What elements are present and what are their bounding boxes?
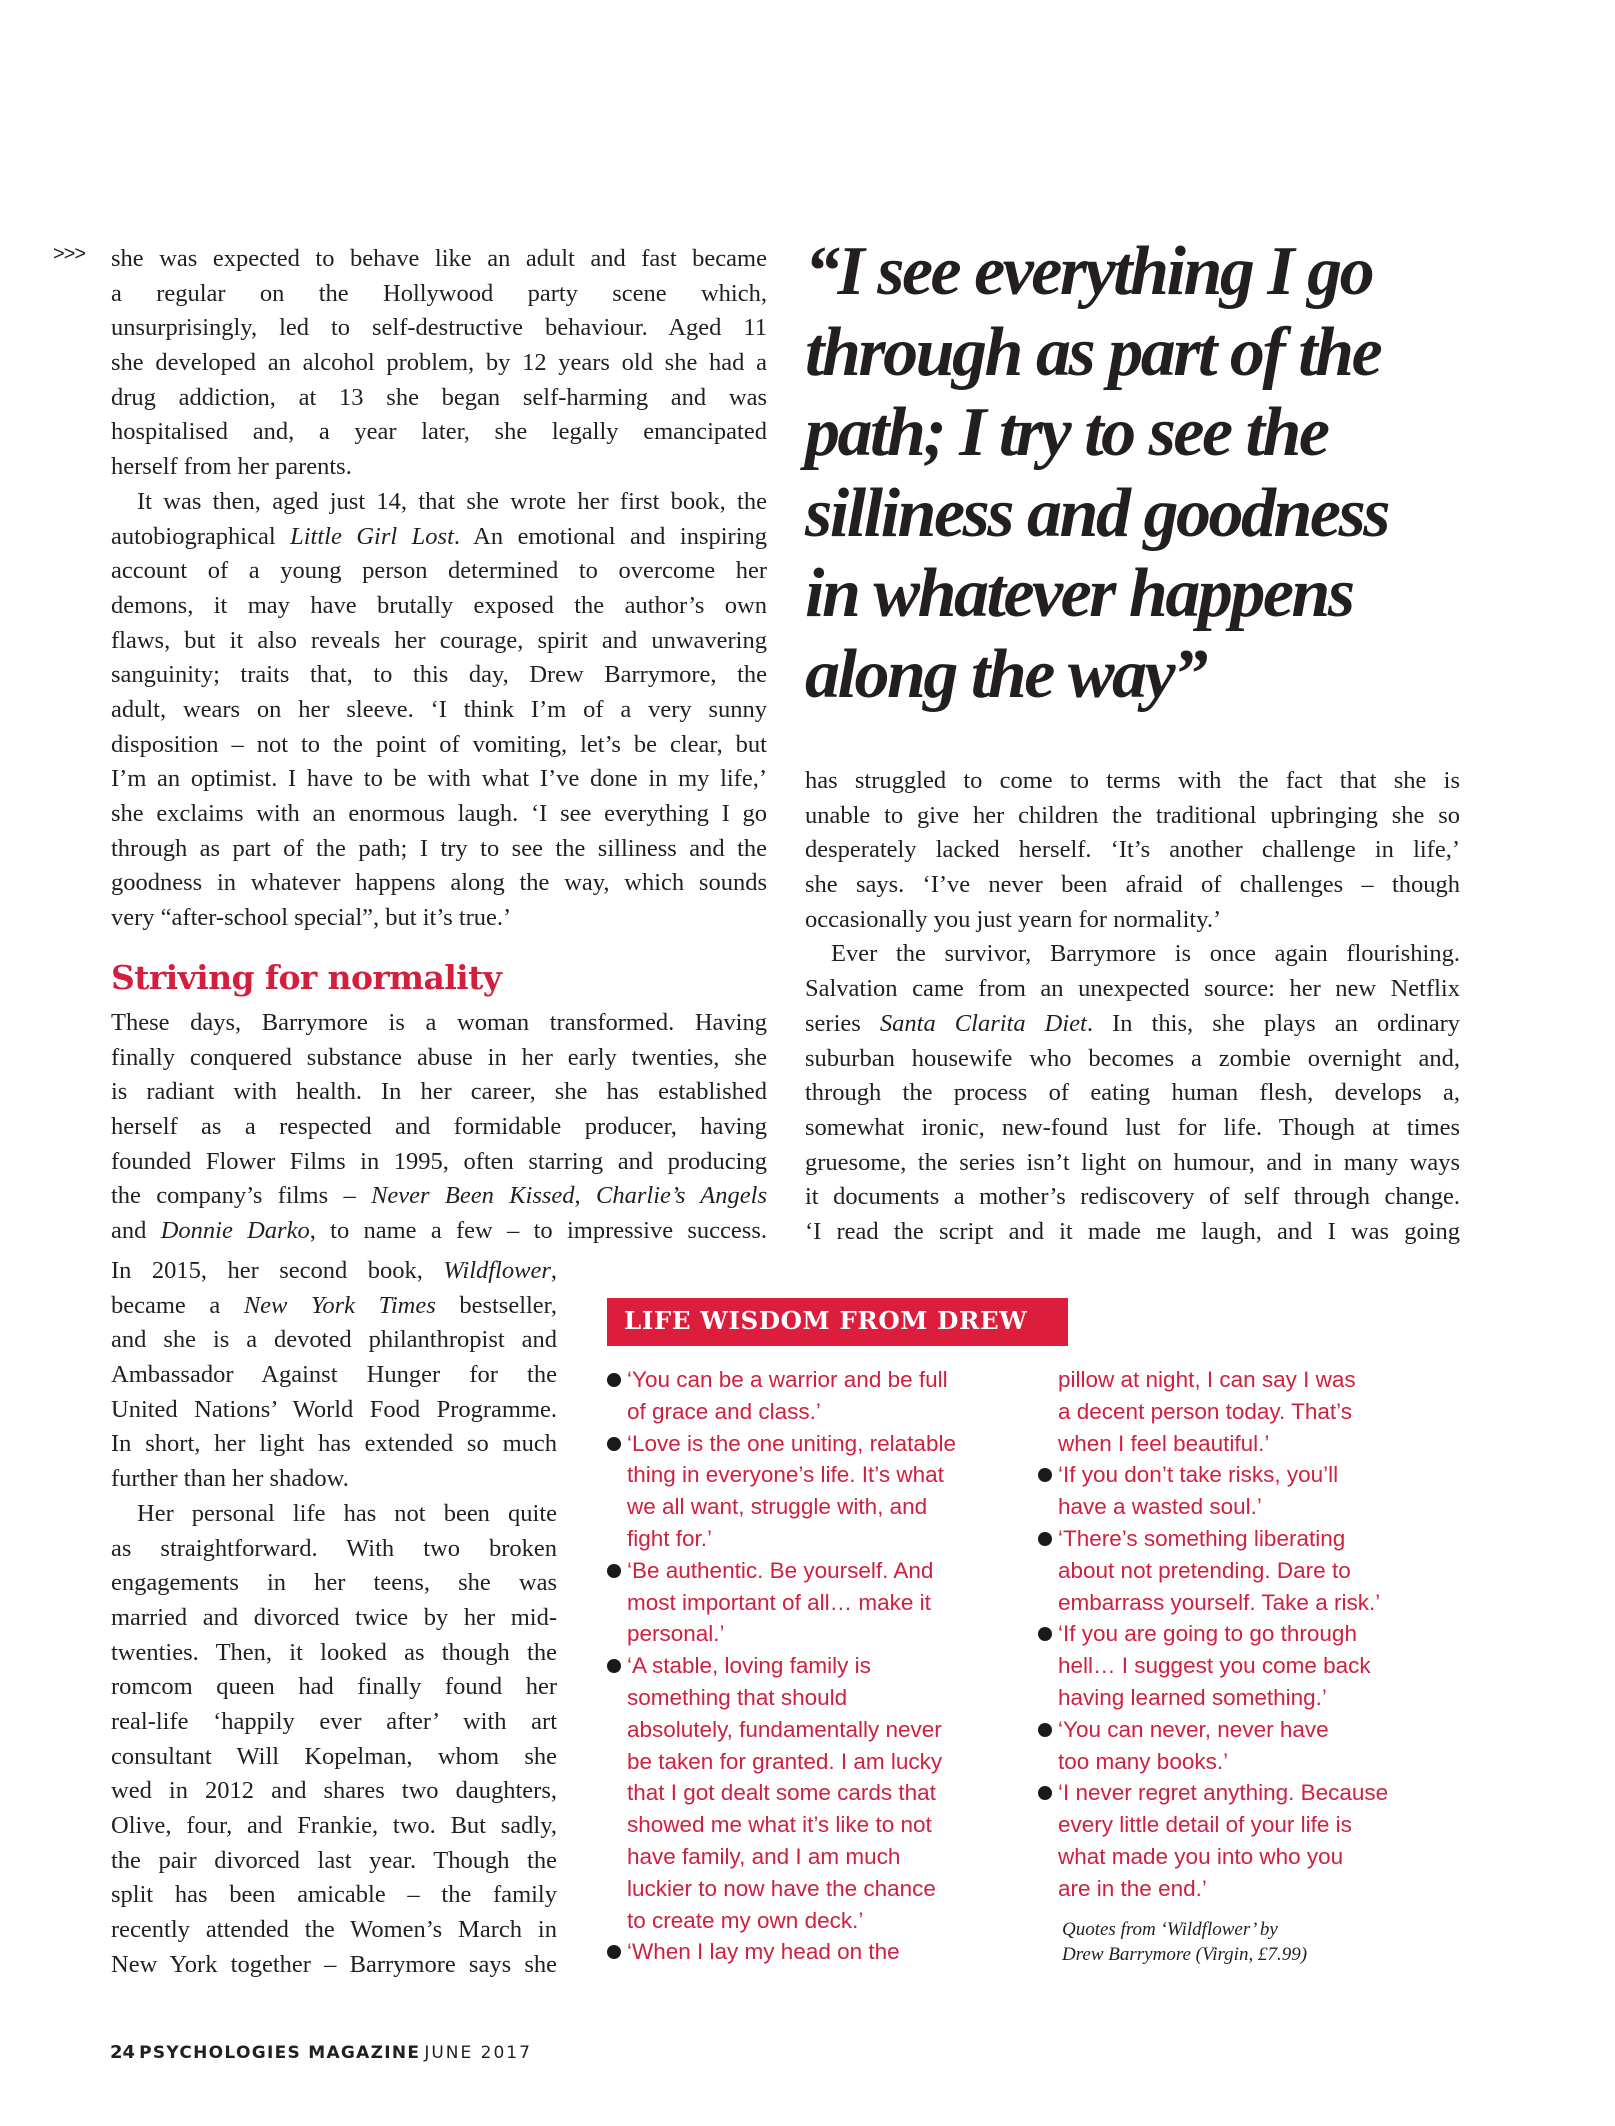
sidebar-title-banner [607, 1298, 1068, 1346]
text-line: romcom queen had finally found her [111, 1673, 557, 1701]
text-line: as straightforward. With two broken [111, 1534, 557, 1562]
text-line: goodness in whatever happens along the way, which sounds [111, 869, 767, 897]
italic-title: Never Been Kissed [371, 1182, 575, 1210]
wisdom-quote-line: of grace and class.’ [627, 1398, 821, 1424]
text-line: In 2015, her second book, Wildflower, [111, 1257, 557, 1284]
wisdom-quote-start: ‘A stable, loving family is [627, 1650, 1007, 1682]
wisdom-quote-line: are in the end.’ [1058, 1875, 1207, 1901]
bullet-icon [1038, 1468, 1052, 1482]
text-line: finally conquered substance abuse in her early twenties, she [111, 1043, 767, 1071]
text-line: and she is a devoted philanthropist and [111, 1326, 557, 1354]
wisdom-quote-line: too many books.’ [1058, 1748, 1229, 1774]
wisdom-quotes-column-2 [1058, 1364, 1458, 1905]
bullet-icon [1038, 1723, 1052, 1737]
bullet-icon [1038, 1786, 1052, 1800]
italic-title: Wildflower [443, 1257, 551, 1284]
text-line: and Donnie Darko, to name a few – to impressive success. [111, 1217, 767, 1245]
text-line: through as part of the path; I try to see the silliness and the [111, 834, 767, 862]
text-line: adult, wears on her sleeve. ‘I think I’m of a very sunny [111, 695, 767, 723]
text-line: split has been amicable – the family [111, 1881, 557, 1909]
magazine-name: PSYCHOLOGIES MAGAZINE [139, 2043, 421, 2063]
bullet-icon [607, 1437, 621, 1451]
pull-quote-line: path; I try to see the [805, 394, 1328, 471]
pull-quote-line: along the way” [805, 635, 1206, 713]
wisdom-quote-line: thing in everyone’s life. It’s what [627, 1462, 944, 1488]
text-line: consultant Will Kopelman, whom she [111, 1742, 557, 1770]
wisdom-quote-line: when I feel beautiful.’ [1058, 1430, 1270, 1456]
wisdom-quote-start: ‘You can never, never have [1058, 1714, 1458, 1746]
text-line: United Nations’ World Food Programme. [111, 1395, 557, 1423]
wisdom-quote-start: ‘If you are going to go through [1058, 1618, 1458, 1650]
text-line: Ambassador Against Hunger for the [111, 1361, 557, 1389]
text-line: desperately lacked herself. ‘It’s another challenge in life,’ [805, 836, 1460, 864]
wisdom-quote-line: what made you into who you [1058, 1843, 1344, 1869]
pull-quote [805, 232, 1485, 715]
wisdom-quote-line: have a wasted soul.’ [1058, 1494, 1262, 1520]
wisdom-quotes-column-1 [627, 1364, 1007, 1968]
text-line: she developed an alcohol problem, by 12 years old she had a [111, 349, 767, 377]
text-line: sanguinity; traits that, to this day, Drew Barrymore, the [111, 661, 767, 689]
text-line: engagements in her teens, she was [111, 1569, 557, 1597]
italic-title: New York Times [243, 1291, 436, 1319]
pull-quote-line: “I see everything I go [805, 233, 1373, 310]
text-line: recently attended the Women’s March in [111, 1916, 557, 1944]
italic-title: Charlie’s Angels [596, 1182, 767, 1210]
text-line: account of a young person determined to overcome her [111, 557, 767, 585]
text-line: unsurprisingly, led to self-destructive behaviour. Aged 11 [111, 314, 767, 342]
wisdom-quote-line: absolutely, fundamentally never [627, 1716, 942, 1742]
wisdom-quote-line: something that should [627, 1684, 848, 1710]
wisdom-quote-line: embarrass yourself. Take a risk.’ [1058, 1589, 1381, 1615]
text-line: herself from her parents. [111, 453, 352, 481]
article-column-right [805, 764, 1460, 1250]
wisdom-quote-line: pillow at night, I can say I was [1058, 1367, 1356, 1392]
text-line: series Santa Clarita Diet. In this, she plays an ordinary [805, 1009, 1460, 1037]
article-column-left-middle [111, 1006, 767, 1249]
wisdom-quote-line: that I got dealt some cards that [627, 1780, 936, 1806]
wisdom-quote-line: every little detail of your life is [1058, 1812, 1352, 1838]
wisdom-quote-start: ‘There’s something liberating [1058, 1523, 1458, 1555]
text-line: These days, Barrymore is a woman transformed. Having [111, 1009, 767, 1036]
continuation-marker: >>> [53, 243, 86, 265]
text-line: further than her shadow. [111, 1465, 349, 1493]
wisdom-quote-line: be taken for granted. I am lucky [627, 1748, 943, 1774]
text-line: founded Flower Films in 1995, often starring and producing [111, 1147, 767, 1175]
pull-quote-line: through as part of the [805, 313, 1381, 391]
bullet-icon [1038, 1627, 1052, 1641]
wisdom-quote-line: personal.’ [627, 1621, 725, 1647]
text-line: is radiant with health. In her career, she has established [111, 1078, 767, 1106]
text-line: Salvation came from an unexpected source: her new Netflix [805, 975, 1460, 1003]
text-line: through the process of eating human flesh, develops a, [805, 1079, 1460, 1107]
wisdom-quote-line: have family, and I am much [627, 1843, 901, 1869]
wisdom-quote-start: ‘I never regret anything. Because [1058, 1777, 1458, 1809]
text-line: it documents a mother’s rediscovery of self through change. [805, 1183, 1460, 1211]
wisdom-quote-line: most important of all… make it [627, 1589, 931, 1615]
text-line: Her personal life has not been quite [137, 1499, 557, 1527]
wisdom-quote-start: ‘Be authentic. Be yourself. And [627, 1555, 1007, 1587]
quotes-credit [1062, 1917, 1307, 1967]
bullet-icon [607, 1373, 621, 1387]
bullet-icon [1038, 1532, 1052, 1546]
wisdom-quote-start: ‘If you don’t take risks, you’ll [1058, 1459, 1458, 1491]
text-line: gruesome, the series isn’t light on humour, and in many ways [805, 1148, 1460, 1176]
text-line: occasionally you just yearn for normality.’ [805, 905, 1222, 933]
sidebar-title: LIFE WISDOM FROM DREW [624, 1306, 1028, 1335]
text-line: It was then, aged just 14, that she wrote her first book, the [137, 487, 767, 515]
wisdom-quote-line: fight for.’ [627, 1525, 713, 1551]
wisdom-quote-line: luckier to now have the chance [627, 1875, 936, 1901]
wisdom-quote-start: ‘When I lay my head on the [627, 1936, 1007, 1968]
text-line: ‘I read the script and it made me laugh, and I was going [805, 1217, 1460, 1245]
text-line: very “after-school special”, but it’s true.’ [111, 904, 512, 932]
credit-line: Drew Barrymore (Virgin, £7.99) [1062, 1944, 1308, 1965]
text-line: became a New York Times bestseller, [111, 1291, 557, 1319]
text-line: drug addiction, at 13 she began self-harming and was [111, 383, 767, 411]
text-line: autobiographical Little Girl Lost. An emotional and inspiring [111, 522, 767, 550]
text-line: Ever the survivor, Barrymore is once again flourishing. [831, 940, 1460, 968]
credit-line: Quotes from ‘Wildflower’ by [1062, 1919, 1278, 1940]
wisdom-quote-line: having learned something.’ [1058, 1684, 1327, 1710]
text-line: she says. ‘I’ve never been afraid of challenges – though [805, 871, 1460, 899]
bullet-icon [607, 1564, 621, 1578]
text-line: In short, her light has extended so much [111, 1430, 557, 1458]
text-line: New York together – Barrymore says she [111, 1950, 557, 1978]
wisdom-quote-start: ‘Love is the one uniting, relatable [627, 1428, 1007, 1460]
wisdom-quote-line: to create my own deck.’ [627, 1907, 864, 1933]
text-line: hospitalised and, a year later, she legally emancipated [111, 418, 767, 446]
page-number: 24 [110, 2042, 136, 2063]
text-line: the company’s films – Never Been Kissed, Charlie’s Angels [111, 1182, 767, 1210]
text-line: suburban housewife who becomes a zombie overnight and, [805, 1044, 1460, 1072]
wisdom-quote-line: hell… I suggest you come back [1058, 1653, 1371, 1679]
text-line: married and divorced twice by her mid- [111, 1603, 557, 1631]
bullet-icon [607, 1945, 621, 1959]
text-line: herself as a respected and formidable producer, having [111, 1113, 767, 1141]
wisdom-quote-line: showed me what it’s like to not [627, 1812, 932, 1838]
text-line: she exclaims with an enormous laugh. ‘I see everything I go [111, 800, 767, 827]
text-line: she was expected to behave like an adult and fast became [111, 245, 767, 272]
text-line: flaws, but it also reveals her courage, spirit and unwavering [111, 626, 767, 654]
article-column-left-top [111, 242, 767, 936]
text-line: unable to give her children the traditional upbringing she so [805, 801, 1460, 829]
article-column-left-narrow [111, 1254, 557, 1982]
italic-title: Santa Clarita Diet [879, 1009, 1087, 1037]
pull-quote-line: silliness and goodness [805, 474, 1388, 552]
bullet-icon [607, 1659, 621, 1673]
text-line: real-life ‘happily ever after’ with art [111, 1707, 557, 1735]
wisdom-quote-line: a decent person today. That’s [1058, 1398, 1352, 1424]
section-heading: Striving for normality [111, 958, 502, 997]
text-line: demons, it may have brutally exposed the author’s own [111, 591, 767, 619]
text-line: has struggled to come to terms with the fact that she is [805, 767, 1460, 794]
pull-quote-line: in whatever happens [805, 555, 1353, 632]
issue-date: JUNE 2017 [424, 2043, 532, 2063]
wisdom-quote-line: we all want, struggle with, and [627, 1494, 928, 1520]
wisdom-quote-line: about not pretending. Dare to [1058, 1557, 1351, 1583]
text-line: wed in 2012 and shares two daughters, [111, 1777, 557, 1805]
text-line: disposition – not to the point of vomiting, let’s be clear, but [111, 730, 767, 758]
text-line: twenties. Then, it looked as though the [111, 1638, 557, 1666]
text-line: a regular on the Hollywood party scene which, [111, 279, 767, 307]
page-footer [110, 2042, 532, 2063]
text-line: Olive, four, and Frankie, two. But sadly, [111, 1812, 557, 1839]
text-line: the pair divorced last year. Though the [111, 1846, 557, 1874]
text-line: I’m an optimist. I have to be with what I’ve done in my life,’ [111, 765, 767, 793]
italic-title: Little Girl Lost [290, 522, 454, 550]
wisdom-quote-start: ‘You can be a warrior and be full [627, 1364, 1007, 1396]
italic-title: Donnie Darko [160, 1217, 310, 1245]
text-line: somewhat ironic, new-found lust for life. Though at times [805, 1113, 1460, 1141]
